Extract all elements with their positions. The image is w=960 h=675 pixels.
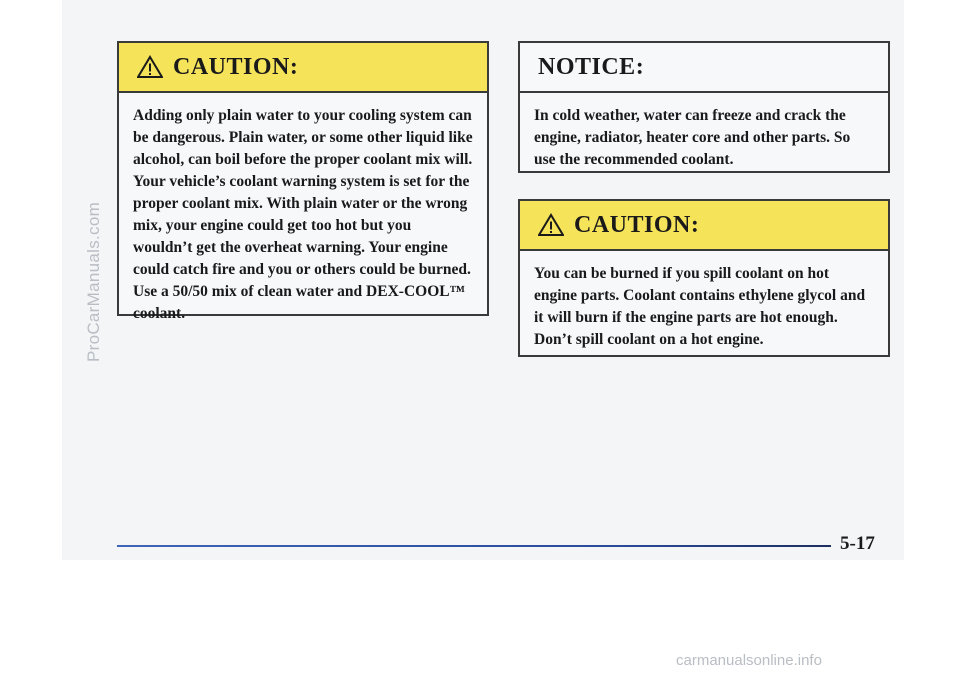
- caution-header-left: [119, 43, 487, 93]
- footer-rule: [117, 545, 831, 547]
- caution-box-right: [518, 199, 890, 357]
- warning-triangle-icon: [137, 55, 163, 79]
- side-watermark: ProCarManuals.com: [84, 201, 103, 362]
- page-number: 5-17: [840, 533, 875, 554]
- notice-title: NOTICE:: [538, 53, 645, 80]
- notice-header: [520, 43, 888, 93]
- caution-body-right: You can be burned if you spill coolant on hot engine parts. Coolant contains ethylene glycol and it will burn if the engine parts are hot enough. Don’t spill coolant on a hot engine.: [534, 265, 866, 348]
- warning-triangle-icon: [538, 213, 564, 237]
- bottom-watermark: carmanualsonline.info: [676, 652, 822, 669]
- caution-body-left: Adding only plain water to your cooling system can be dangerous. Plain water, or some other liquid like alcohol, can boil before the proper coolant mix will. Your vehicle’s coolant warning system is set for the proper coolant mix. With plain water or the wrong mix, your engine could get too hot but you wouldn’t get the overheat warning. Your engine could catch fire and you or others could be burned. Use a 50/50 mix of clean water and DEX-COOL™ coolant.: [133, 107, 473, 322]
- caution-title-left: CAUTION:: [173, 53, 299, 80]
- notice-body: In cold weather, water can freeze and crack the engine, radiator, heater core and other parts. So use the recommended coolant.: [534, 107, 851, 168]
- caution-title-right: CAUTION:: [574, 211, 700, 238]
- caution-header-right: [520, 201, 888, 251]
- notice-box: [518, 41, 890, 173]
- caution-box-left: [117, 41, 489, 322]
